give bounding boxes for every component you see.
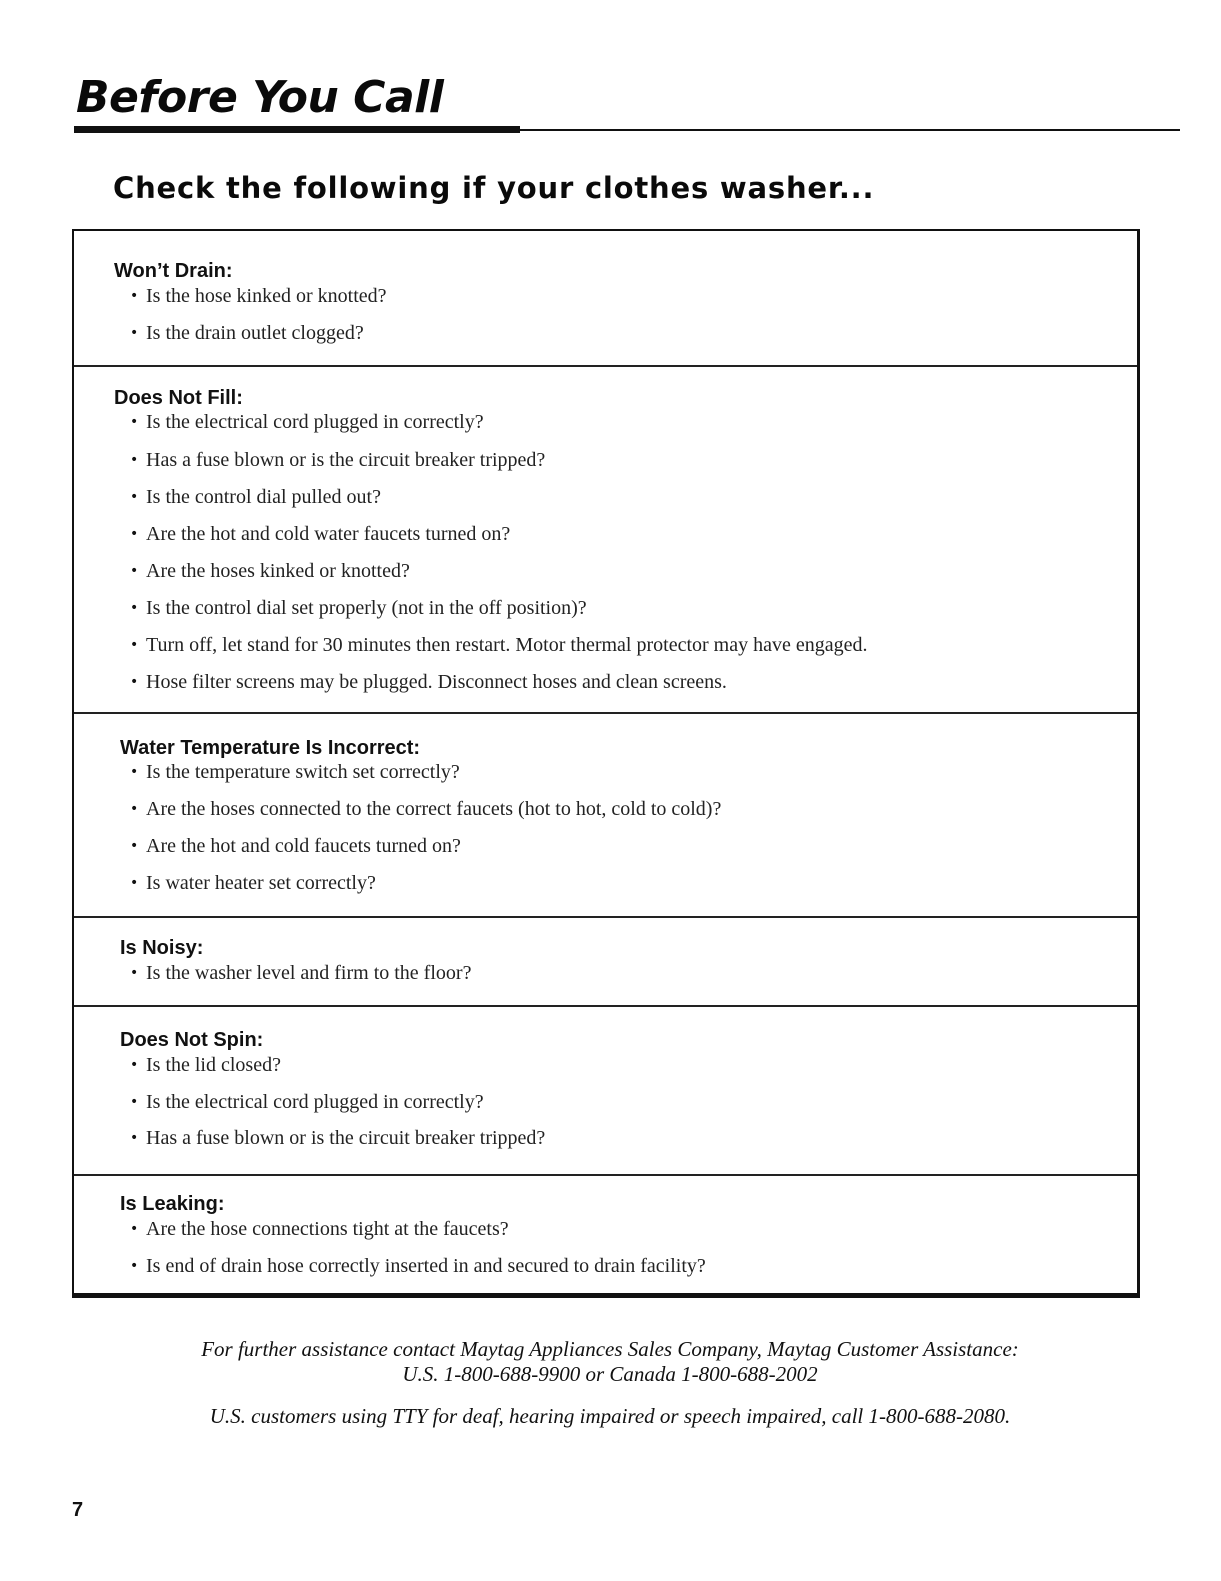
checklist-item: • Is the temperature switch set correctly?: [146, 759, 460, 785]
checklist-item: • Is the electrical cord plugged in correctly?: [146, 409, 484, 435]
checklist-item: • Has a fuse blown or is the circuit breaker tripped?: [146, 1125, 545, 1151]
checklist-item: • Hose filter screens may be plugged. Disconnect hoses and clean screens.: [146, 669, 727, 695]
tty-contact-line: U.S. customers using TTY for deaf, hearing impaired or speech impaired, call 1-800-688-2080.: [209, 1404, 1011, 1428]
section-heading: Is Noisy:: [120, 937, 204, 959]
section-heading: Does Not Fill:: [114, 387, 243, 409]
checklist-item: • Is end of drain hose correctly inserted in and secured to drain facility?: [146, 1253, 706, 1279]
troubleshooting-checklist: [72, 229, 1140, 1298]
checklist-item: • Are the hoses kinked or knotted?: [146, 558, 410, 584]
checklist-subtitle: Check the following if your clothes washer...: [113, 171, 875, 205]
section-is-noisy: [74, 918, 1137, 1007]
checklist-item: • Is the lid closed?: [146, 1052, 281, 1078]
section-heading: Water Temperature Is Incorrect:: [120, 737, 421, 759]
checklist-item: • Is the drain outlet clogged?: [146, 320, 364, 346]
section-heading: Won’t Drain:: [114, 260, 233, 282]
assistance-contact-line: For further assistance contact Maytag Appliances Sales Company, Maytag Customer Assistance:: [201, 1337, 1019, 1361]
checklist-item: • Are the hoses connected to the correct faucets (hot to hot, cold to cold)?: [146, 796, 721, 822]
page-number: 7: [72, 1499, 84, 1521]
assistance-phone-line: U.S. 1-800-688-9900 or Canada 1-800-688-2002: [402, 1362, 818, 1386]
section-is-leaking: [74, 1176, 1137, 1296]
section-wont-drain: [74, 231, 1137, 367]
section-does-not-fill: [74, 367, 1137, 714]
section-does-not-spin: [74, 1007, 1137, 1176]
page-title: Before You Call: [76, 72, 444, 123]
checklist-item: • Is the hose kinked or knotted?: [146, 283, 387, 309]
checklist-item: • Are the hose connections tight at the faucets?: [146, 1216, 509, 1242]
checklist-item: • Are the hot and cold water faucets turned on?: [146, 521, 510, 547]
section-water-temperature: [74, 714, 1137, 918]
checklist-item: • Is the electrical cord plugged in correctly?: [146, 1089, 484, 1115]
section-heading: Does Not Spin:: [120, 1029, 264, 1051]
section-heading: Is Leaking:: [120, 1193, 225, 1215]
checklist-item: • Is water heater set correctly?: [146, 870, 376, 896]
checklist-item: • Is the control dial set properly (not in the off position)?: [146, 595, 587, 621]
checklist-item: • Are the hot and cold faucets turned on?: [146, 833, 461, 859]
checklist-item: • Is the control dial pulled out?: [146, 484, 381, 510]
checklist-item: • Turn off, let stand for 30 minutes then restart. Motor thermal protector may have engaged.: [146, 632, 867, 658]
checklist-item: • Is the washer level and firm to the floor?: [146, 960, 471, 986]
title-rule-thin: [74, 129, 1180, 131]
checklist-item: • Has a fuse blown or is the circuit breaker tripped?: [146, 447, 545, 473]
